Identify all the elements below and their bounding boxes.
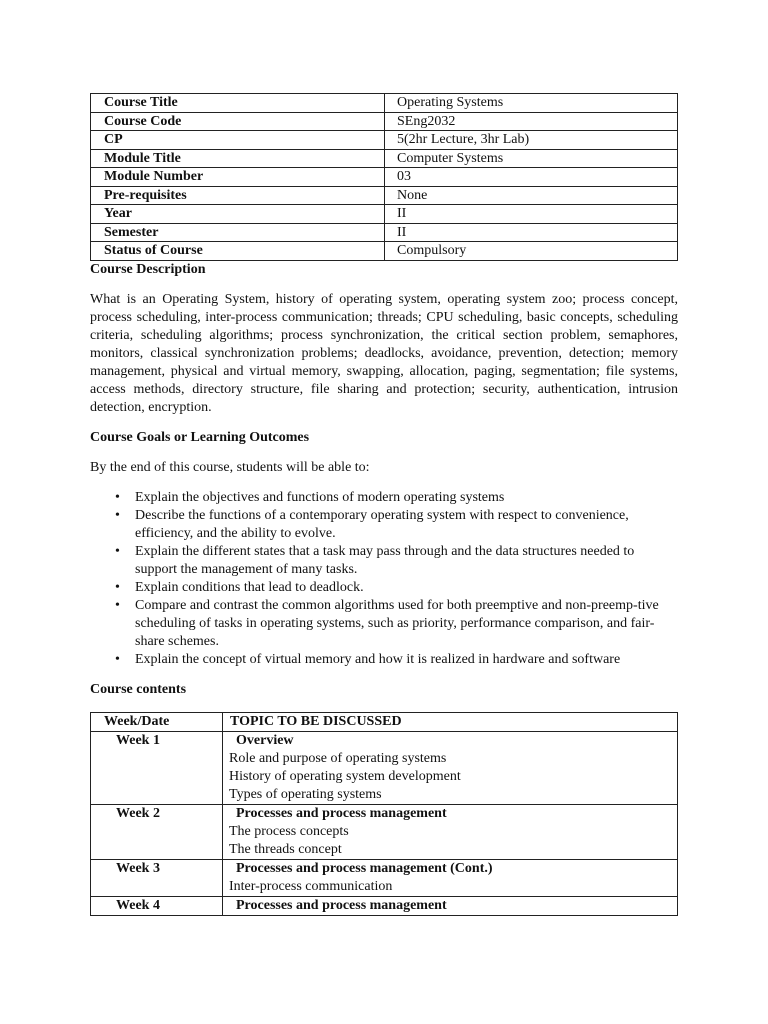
week-topic-line: Types of operating systems bbox=[229, 786, 382, 802]
week-topic-title: Processes and process management bbox=[236, 805, 447, 821]
course-info-value: Operating Systems bbox=[385, 94, 678, 113]
course-info-value: II bbox=[385, 205, 678, 224]
week-topic-title: Overview bbox=[236, 732, 294, 748]
course-info-value: None bbox=[385, 186, 678, 205]
learning-outcome-item: • Explain the objectives and functions of modern operating systems bbox=[135, 489, 678, 507]
course-info-label: Semester bbox=[91, 223, 385, 242]
learning-outcomes-heading: Course Goals or Learning Outcomes bbox=[90, 429, 310, 445]
week-topic-line: Inter-process communication bbox=[229, 878, 393, 894]
course-info-row bbox=[91, 149, 678, 168]
contents-header-row bbox=[91, 712, 678, 731]
week-row bbox=[91, 731, 678, 804]
course-info-row bbox=[91, 242, 678, 261]
course-info-row bbox=[91, 168, 678, 187]
week-row bbox=[91, 804, 678, 859]
course-info-value: Computer Systems bbox=[385, 149, 678, 168]
course-info-row bbox=[91, 131, 678, 150]
week-date-header: Week/Date bbox=[91, 712, 223, 731]
learning-outcome-item: • Describe the functions of a contemporary operating system with respect to convenience, efficiency, and the ability to evolve. bbox=[135, 507, 678, 543]
course-info-row bbox=[91, 186, 678, 205]
course-info-label: Status of Course bbox=[91, 242, 385, 261]
week-row bbox=[91, 859, 678, 896]
week-topic-line: History of operating system development bbox=[229, 768, 461, 784]
week-label: Week 4 bbox=[91, 896, 223, 915]
course-info-value: 03 bbox=[385, 168, 678, 187]
course-info-row bbox=[91, 223, 678, 242]
course-info-label: Pre-requisites bbox=[91, 186, 385, 205]
course-contents-heading: Course contents bbox=[90, 681, 187, 697]
week-topics bbox=[223, 804, 678, 859]
course-info-value: 5(2hr Lecture, 3hr Lab) bbox=[385, 131, 678, 150]
learning-outcomes-list bbox=[90, 489, 678, 669]
week-topics bbox=[223, 896, 678, 915]
week-topic-title: Processes and process management (Cont.) bbox=[236, 860, 493, 876]
week-topic-line: The threads concept bbox=[229, 841, 342, 857]
course-description-heading: Course Description bbox=[90, 261, 206, 277]
week-topics bbox=[223, 859, 678, 896]
course-info-row bbox=[91, 205, 678, 224]
course-info-row bbox=[91, 94, 678, 113]
course-contents-table bbox=[90, 712, 678, 916]
course-info-label: Module Title bbox=[91, 149, 385, 168]
document-page bbox=[90, 93, 678, 916]
week-label: Week 1 bbox=[91, 731, 223, 804]
week-topic-title: Processes and process management bbox=[236, 897, 447, 913]
week-row bbox=[91, 896, 678, 915]
learning-outcome-item: • Explain the different states that a task may pass through and the data structures needed to support the management of many tasks. bbox=[135, 543, 678, 579]
course-info-row bbox=[91, 112, 678, 131]
learning-outcome-item: • Explain conditions that lead to deadlock. bbox=[135, 579, 678, 597]
course-info-label: CP bbox=[91, 131, 385, 150]
course-info-value: II bbox=[385, 223, 678, 242]
course-info-label: Year bbox=[91, 205, 385, 224]
week-topic-line: Role and purpose of operating systems bbox=[229, 750, 447, 766]
learning-outcomes-intro: By the end of this course, students will be able to: bbox=[90, 459, 370, 475]
week-label: Week 3 bbox=[91, 859, 223, 896]
course-description-text: What is an Operating System, history of operating system, operating system zoo; process concept, process scheduling, inter-process communication; threads; CPU scheduling, basic concepts, scheduling criteria, scheduling algorithms; process synchronization, the critical section problem, semaphores, monitors, classical synchronization problems; deadlocks, avoidance, prevention, detection; memory management, physical and virtual memory, swapping, allocation, paging, segmentation; file systems, access methods, directory structure, file sharing and protection; security, authentication, intrusion detection, encryption. bbox=[90, 291, 678, 415]
course-info-label: Module Number bbox=[91, 168, 385, 187]
course-info-label: Course Code bbox=[91, 112, 385, 131]
course-info-value: SEng2032 bbox=[385, 112, 678, 131]
course-info-table bbox=[90, 93, 678, 261]
course-info-value: Compulsory bbox=[385, 242, 678, 261]
topic-header: TOPIC TO BE DISCUSSED bbox=[223, 712, 678, 731]
week-label: Week 2 bbox=[91, 804, 223, 859]
learning-outcome-item: • Explain the concept of virtual memory and how it is realized in hardware and software bbox=[135, 651, 678, 669]
learning-outcome-item: • Compare and contrast the common algorithms used for both preemptive and non-preemp-tive scheduling of tasks in operating systems, such as priority, performance comparison, and fair-share schemes. bbox=[135, 597, 678, 651]
week-topic-line: The process concepts bbox=[229, 823, 349, 839]
course-info-label: Course Title bbox=[91, 94, 385, 113]
week-topics bbox=[223, 731, 678, 804]
